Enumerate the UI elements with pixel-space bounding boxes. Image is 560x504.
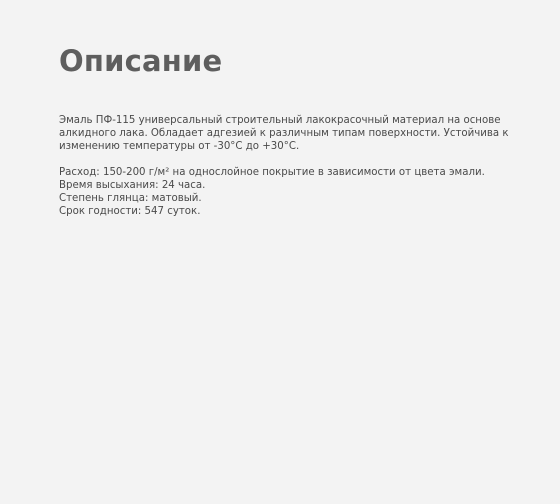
paragraph-spacer	[59, 153, 539, 166]
spec-gloss: Степень глянца: матовый.	[59, 193, 202, 204]
description-line: Эмаль ПФ-115 универсальный строительный лакокрасочный материал на основе	[59, 115, 501, 126]
spec-drying-time: Время высыхания: 24 часа.	[59, 180, 206, 191]
spec-shelf-life: Срок годности: 547 суток.	[59, 206, 201, 217]
description-line: алкидного лака. Обладает адгезией к различным типам поверхности. Устойчива к	[59, 128, 509, 139]
description-body	[59, 114, 539, 218]
page-title: Описание	[59, 44, 223, 78]
description-line: изменению температуры от -30°С до +30°С.	[59, 141, 300, 152]
spec-consumption: Расход: 150-200 г/м² на однослойное покрытие в зависимости от цвета эмали.	[59, 167, 485, 178]
